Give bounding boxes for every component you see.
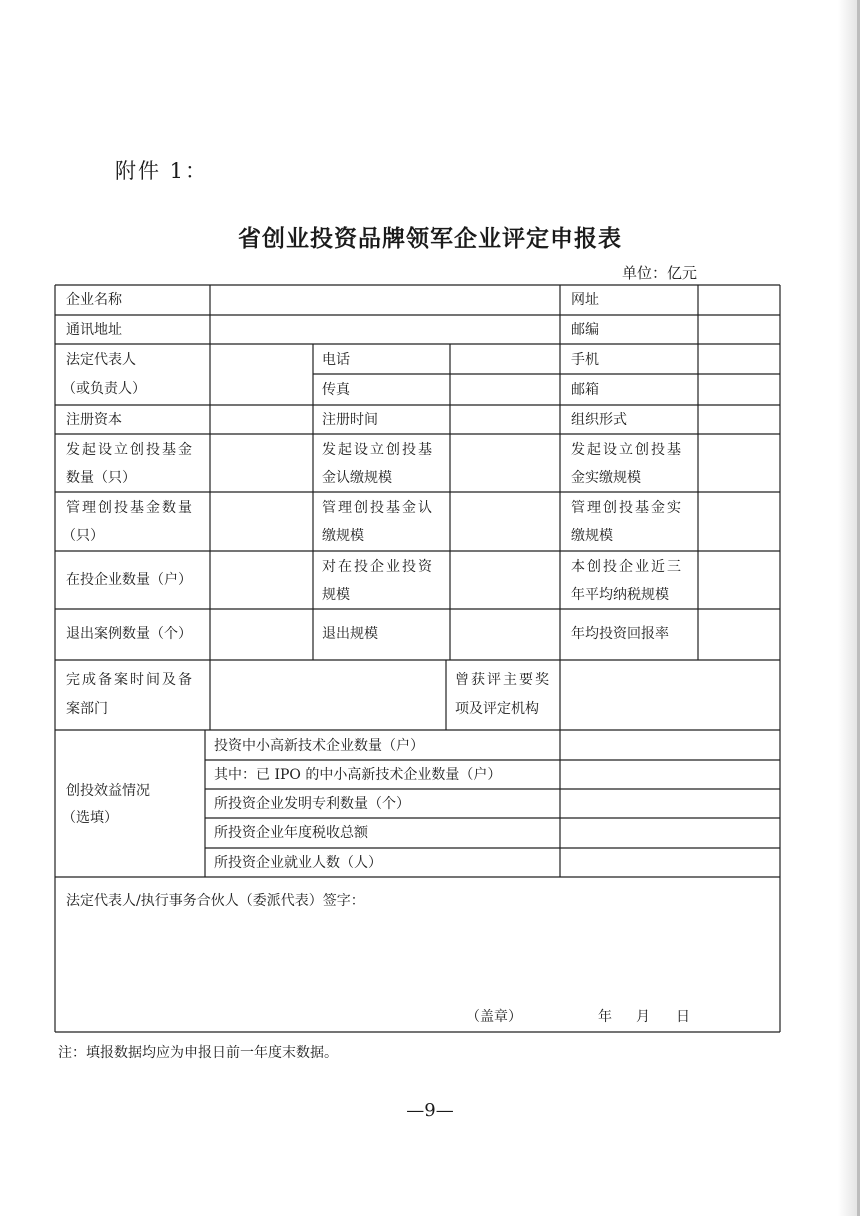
label-mgmt-fund-count-line1: 管理创投基金数量 [66, 500, 194, 516]
label-reg-capital: 注册资本 [66, 412, 122, 428]
label-invested-scale-line2: 规模 [322, 587, 350, 603]
label-legal-rep-line2: （或负责人） [62, 381, 146, 397]
label-invested-scale-line1: 对在投企业投资 [322, 559, 434, 575]
label-day: 日 [676, 1009, 690, 1025]
benefit-item: 所投资企业发明专利数量（个） [214, 796, 410, 812]
form-title: 省创业投资品牌领军企业评定申报表 [238, 225, 622, 252]
label-benefit-line2: （选填） [62, 810, 118, 826]
label-mobile: 手机 [571, 352, 599, 368]
label-found-fund-paid-line1: 发起设立创投基 [571, 442, 683, 458]
label-found-fund-sub-line1: 发起设立创投基 [322, 442, 434, 458]
label-invested-count: 在投企业数量（户） [66, 572, 192, 588]
label-tax-avg-line1: 本创投企业近三 [571, 559, 683, 575]
label-seal: （盖章） [466, 1009, 522, 1025]
page-number: —9— [406, 1100, 454, 1121]
label-mgmt-fund-paid-line1: 管理创投基金实 [571, 500, 683, 516]
label-mgmt-fund-paid-line2: 缴规模 [571, 528, 613, 544]
label-exit-scale: 退出规模 [322, 626, 378, 642]
label-enterprise-name: 企业名称 [66, 292, 122, 308]
benefit-item: 所投资企业就业人数（人） [214, 855, 382, 871]
label-legal-rep-line1: 法定代表人 [66, 352, 136, 368]
label-awards-line2: 项及评定机构 [455, 701, 539, 717]
footnote: 注：填报数据均应为申报日前一年度末数据。 [58, 1045, 338, 1061]
label-found-fund-sub-line2: 金认缴规模 [322, 470, 392, 486]
label-benefit-line1: 创投效益情况 [66, 783, 150, 799]
benefit-item: 其中：已 IPO 的中小高新技术企业数量（户） [214, 767, 502, 783]
label-found-fund-count-line2: 数量（只） [66, 470, 136, 486]
label-org-form: 组织形式 [571, 412, 627, 428]
label-email: 邮箱 [571, 382, 599, 398]
label-mgmt-fund-sub-line1: 管理创投基金认 [322, 500, 434, 516]
label-tax-avg-line2: 年平均纳税规模 [571, 587, 669, 603]
label-mgmt-fund-count-line2: （只） [62, 528, 104, 544]
label-awards-line1: 曾获评主要奖 [455, 672, 551, 688]
label-reg-time: 注册时间 [322, 412, 378, 428]
label-website: 网址 [571, 292, 599, 308]
benefit-item: 投资中小高新技术企业数量（户） [214, 738, 424, 754]
label-fax: 传真 [322, 382, 350, 398]
label-phone: 电话 [322, 352, 350, 368]
label-found-fund-count-line1: 发起设立创投基金 [66, 442, 194, 458]
label-address: 通讯地址 [66, 322, 122, 338]
label-filing-line1: 完成备案时间及备 [66, 672, 194, 688]
label-annual-return: 年均投资回报率 [571, 626, 669, 642]
label-found-fund-paid-line2: 金实缴规模 [571, 470, 641, 486]
attachment-label: 附件 1： [115, 159, 209, 183]
unit-label: 单位：亿元 [622, 264, 698, 282]
label-mgmt-fund-sub-line2: 缴规模 [322, 528, 364, 544]
label-month: 月 [636, 1009, 650, 1025]
label-year: 年 [598, 1009, 612, 1025]
label-filing-line2: 案部门 [66, 701, 108, 717]
benefit-item: 所投资企业年度税收总额 [214, 825, 368, 841]
label-signature: 法定代表人/执行事务合伙人（委派代表）签字： [66, 893, 365, 909]
label-exit-count: 退出案例数量（个） [66, 626, 192, 642]
label-postcode: 邮编 [571, 322, 599, 338]
